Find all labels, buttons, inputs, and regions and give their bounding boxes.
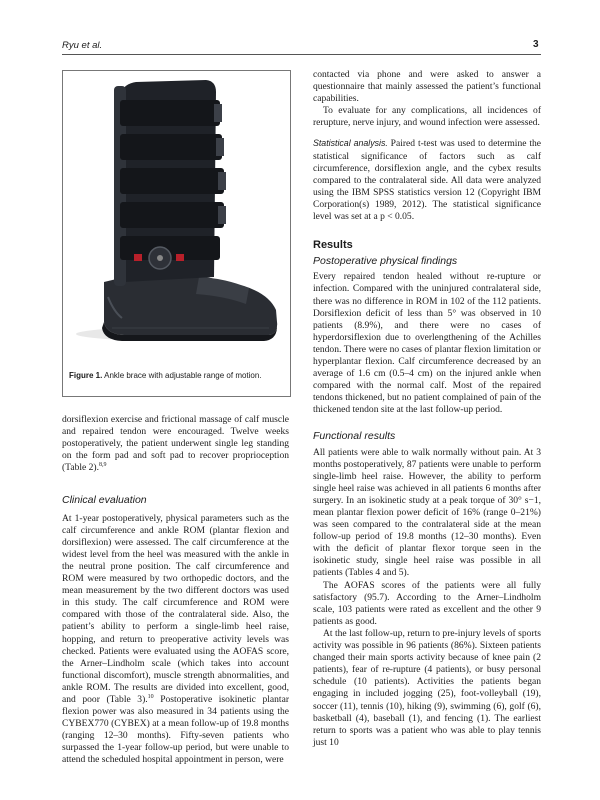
figure-caption <box>69 371 284 381</box>
right-para-5: The AOFAS scores of the patients were all fully satisfactory (95.7). According to the Arner–Lindholm scale, 103 patients were rated as excellent and the other 9 patients as good. <box>313 579 541 627</box>
right-para-4: All patients were able to walk normally without pain. At 3 months postoperatively, 87 patients were unable to perform single-limb heel raise. However, the ability to perform single heel raise was achieved in all patients 6 months after surgery. In an isokinetic study at a peak torque of 30° s−1, mean plantar flexion power deficit of 16% (range 0–21%) was seen compared to the contralateral side at the mean follow-up period of 19.8 months (12–30 months). Even with the deficit of plantar flexor torque seen in the isokinetic study, single heel raise was possible in all patients (Tables 4 and 5). <box>313 446 541 579</box>
right-para-6: At the last follow-up, return to pre-injury levels of sports activity was possible in 96 patients (86%). Sixteen patients changed their main sports activity because of knee pain (2 patients), fear of re-rupture (4 patients), or busy personal schedule (10 patients). Activities the patients began engaging in included jogging (25), foot-volleyball (19), soccer (11), tennis (10), hiking (9), swimming (6), golf (6), basketball (4), baseball (1), and fencing (1). The earliest return to sports was a patient who was able to play tennis just 10 <box>313 627 541 748</box>
statistical-analysis-text: Paired t-test was used to determine the statistical significance of factors such as calf circumference, dorsiflexion angle, and the cybex results compared to the contralateral side. All data were analyzed using the IBM SPSS statistics version 12 (Copyright IBM Corporation(s) 1989, 2012). The statistical significance level was set at a p < 0.05. <box>313 138 541 223</box>
figure-caption-text: Ankle brace with adjustable range of motion. <box>102 371 262 380</box>
functional-results-heading: Functional results <box>313 430 396 443</box>
right-column <box>313 69 541 749</box>
left-para-2 <box>62 513 289 767</box>
left-para-1-text: dorsiflexion exercise and frictional massage of calf muscle and repaired tendon were encouraged. Twelve weeks postoperatively, the patient underwent single leg standing on the form pad and soft pad to recover proprioception (Table 2). <box>62 414 289 474</box>
right-para-3: Every repaired tendon healed without re-rupture or infection. Compared with the uninjured contralateral side, there was no difference in ROM in 102 of the 112 patients. Dorsiflexion deficit of less than 5° was observed in 10 patients (8.9%), and there were no cases of hyperdorsiflexion due to overlengthening of the Achilles tendon. There were no cases of plantar flexion limitation or hyperplantar flexion. Calf circumference decreased by an average of 1.6 cm (0.5–4 cm) on the injured ankle when compared with the normal calf. Most of the repaired tendons thickened, but no patient complained of pain of the thickened tendon site at the last follow-up period. <box>313 271 541 416</box>
right-para-1: contacted via phone and were asked to answer a questionnaire that mainly assessed the patient’s functional capabilities. <box>313 69 541 105</box>
statistical-analysis-para <box>313 137 541 223</box>
left-para-1-ref: 8,9 <box>98 462 107 469</box>
left-para-2-text: At 1-year postoperatively, physical parameters such as the calf circumference and ankle ROM (plantar flexion and dorsiflexion) were assessed. The calf circumference at the widest level from the heel was measured with the ankle in the neutral prone position. The calf circumference and ROM were measured by two orthopedic doctors, and the mean measurement by the two different doctors was used in this study. The calf circumference and ROM were compared with those of the contralateral side. Also, the patient’s ability to perform a single-limb heel raise, hopping, and return to preoperative activity levels was checked. Patients were evaluated using the AOFAS score, the Arner–Lindholm scale (which takes into account functional discomfort), muscle strength abnormalities, and ankle ROM. The results are divided into excellent, good, and poor (Table 3). <box>62 512 289 705</box>
figure-1 <box>62 70 291 397</box>
postoperative-findings-heading: Postoperative physical findings <box>313 255 458 268</box>
clinical-evaluation-heading: Clinical evaluation <box>62 494 147 507</box>
figure-label: Figure 1. <box>69 371 103 380</box>
page-number: 3 <box>533 39 539 50</box>
header-rule <box>62 54 541 55</box>
left-para-1 <box>62 414 289 474</box>
left-para-2-cont: Postoperative isokinetic plantar flexion power was also measured in 34 patients using the CYBEX770 (CYBEX) at a mean follow-up of 19.8 months (ranging 12–30 months). Fifty-seven patients who surpassed the 1-year follow-up period, but were unable to attend the scheduled hospital appointment in person, were <box>62 693 289 766</box>
ankle-brace-image <box>64 72 289 355</box>
right-para-2: To evaluate for any complications, all incidences of rerupture, nerve injury, and wound infection were assessed. <box>313 105 541 129</box>
results-heading: Results <box>313 239 353 252</box>
left-para-2-ref: 10 <box>147 693 154 700</box>
statistical-analysis-label: Statistical analysis. <box>313 138 388 149</box>
header-author: Ryu et al. <box>62 40 103 51</box>
left-column <box>62 414 289 767</box>
